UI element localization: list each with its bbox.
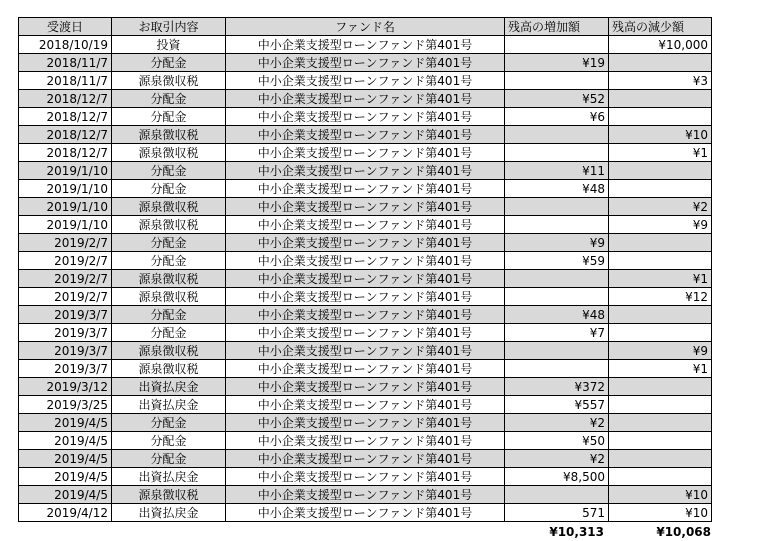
cell-type: 分配金 — [112, 90, 226, 108]
cell-type: 源泉徴収税 — [112, 144, 226, 162]
header-increase: 残高の増加額 — [505, 18, 609, 36]
cell-type: 分配金 — [112, 180, 226, 198]
header-row — [19, 18, 712, 36]
cell-date: 2018/12/7 — [19, 126, 112, 144]
cell-increase: ¥59 — [505, 252, 609, 270]
cell-fund: 中小企業支援型ローンファンド第401号 — [226, 288, 505, 306]
cell-type: 投資 — [112, 36, 226, 54]
cell-date: 2019/1/10 — [19, 162, 112, 180]
cell-decrease: ¥1 — [609, 360, 712, 378]
cell-date: 2019/4/5 — [19, 450, 112, 468]
cell-decrease: ¥3 — [609, 72, 712, 90]
cell-decrease — [609, 90, 712, 108]
table-row — [19, 450, 712, 468]
total-increase: ¥10,313 — [549, 525, 604, 539]
cell-increase — [505, 198, 609, 216]
cell-type: 分配金 — [112, 54, 226, 72]
cell-increase — [505, 342, 609, 360]
table-row — [19, 342, 712, 360]
table-row — [19, 360, 712, 378]
cell-date: 2019/4/5 — [19, 468, 112, 486]
cell-increase: ¥48 — [505, 180, 609, 198]
cell-fund: 中小企業支援型ローンファンド第401号 — [226, 144, 505, 162]
cell-date: 2019/4/5 — [19, 486, 112, 504]
cell-type: 源泉徴収税 — [112, 486, 226, 504]
cell-decrease — [609, 162, 712, 180]
cell-date: 2018/10/19 — [19, 36, 112, 54]
header-type: お取引内容 — [112, 18, 226, 36]
cell-type: 源泉徴収税 — [112, 216, 226, 234]
cell-fund: 中小企業支援型ローンファンド第401号 — [226, 360, 505, 378]
cell-fund: 中小企業支援型ローンファンド第401号 — [226, 468, 505, 486]
cell-increase: ¥2 — [505, 450, 609, 468]
table-row — [19, 324, 712, 342]
cell-decrease — [609, 54, 712, 72]
total-decrease: ¥10,068 — [656, 525, 711, 539]
cell-decrease: ¥1 — [609, 144, 712, 162]
table-row — [19, 486, 712, 504]
table-row — [19, 108, 712, 126]
cell-type: 源泉徴収税 — [112, 270, 226, 288]
cell-fund: 中小企業支援型ローンファンド第401号 — [226, 486, 505, 504]
cell-increase: ¥2 — [505, 414, 609, 432]
cell-fund: 中小企業支援型ローンファンド第401号 — [226, 414, 505, 432]
cell-increase — [505, 216, 609, 234]
cell-fund: 中小企業支援型ローンファンド第401号 — [226, 126, 505, 144]
cell-decrease — [609, 180, 712, 198]
cell-decrease — [609, 324, 712, 342]
table-row — [19, 90, 712, 108]
cell-date: 2019/4/5 — [19, 432, 112, 450]
cell-type: 分配金 — [112, 162, 226, 180]
cell-date: 2018/12/7 — [19, 108, 112, 126]
cell-decrease — [609, 306, 712, 324]
cell-decrease — [609, 108, 712, 126]
totals-row — [18, 525, 711, 541]
cell-fund: 中小企業支援型ローンファンド第401号 — [226, 252, 505, 270]
table-row — [19, 198, 712, 216]
table-row — [19, 468, 712, 486]
cell-fund: 中小企業支援型ローンファンド第401号 — [226, 450, 505, 468]
cell-increase: ¥9 — [505, 234, 609, 252]
cell-date: 2019/2/7 — [19, 252, 112, 270]
table-row — [19, 270, 712, 288]
cell-type: 源泉徴収税 — [112, 342, 226, 360]
cell-type: 分配金 — [112, 234, 226, 252]
cell-decrease — [609, 450, 712, 468]
cell-decrease: ¥1 — [609, 270, 712, 288]
cell-increase: ¥6 — [505, 108, 609, 126]
cell-date: 2019/3/25 — [19, 396, 112, 414]
cell-decrease — [609, 396, 712, 414]
table-row — [19, 72, 712, 90]
cell-decrease — [609, 252, 712, 270]
cell-type: 源泉徴収税 — [112, 288, 226, 306]
cell-decrease: ¥10 — [609, 486, 712, 504]
cell-increase: ¥8,500 — [505, 468, 609, 486]
cell-increase — [505, 360, 609, 378]
cell-increase: ¥7 — [505, 324, 609, 342]
transaction-table — [18, 17, 712, 522]
table-row — [19, 234, 712, 252]
table-row — [19, 378, 712, 396]
cell-decrease — [609, 378, 712, 396]
header-decrease: 残高の減少額 — [609, 18, 712, 36]
table-row — [19, 396, 712, 414]
cell-type: 分配金 — [112, 414, 226, 432]
cell-type: 出資払戻金 — [112, 378, 226, 396]
cell-increase: 571 — [505, 504, 609, 522]
cell-fund: 中小企業支援型ローンファンド第401号 — [226, 198, 505, 216]
cell-decrease — [609, 414, 712, 432]
cell-decrease: ¥2 — [609, 198, 712, 216]
cell-type: 源泉徴収税 — [112, 198, 226, 216]
table-row — [19, 306, 712, 324]
cell-type: 分配金 — [112, 432, 226, 450]
cell-fund: 中小企業支援型ローンファンド第401号 — [226, 108, 505, 126]
cell-type: 分配金 — [112, 252, 226, 270]
cell-date: 2019/1/10 — [19, 198, 112, 216]
cell-decrease — [609, 468, 712, 486]
cell-date: 2018/11/7 — [19, 54, 112, 72]
cell-type: 源泉徴収税 — [112, 360, 226, 378]
table-row — [19, 216, 712, 234]
cell-fund: 中小企業支援型ローンファンド第401号 — [226, 504, 505, 522]
cell-type: 源泉徴収税 — [112, 126, 226, 144]
cell-fund: 中小企業支援型ローンファンド第401号 — [226, 216, 505, 234]
cell-type: 分配金 — [112, 108, 226, 126]
cell-type: 分配金 — [112, 450, 226, 468]
table-row — [19, 144, 712, 162]
cell-fund: 中小企業支援型ローンファンド第401号 — [226, 180, 505, 198]
cell-decrease — [609, 432, 712, 450]
cell-increase — [505, 288, 609, 306]
cell-date: 2019/2/7 — [19, 288, 112, 306]
cell-type: 分配金 — [112, 306, 226, 324]
cell-increase: ¥11 — [505, 162, 609, 180]
cell-decrease: ¥10,000 — [609, 36, 712, 54]
table-row — [19, 36, 712, 54]
cell-type: 出資払戻金 — [112, 504, 226, 522]
cell-fund: 中小企業支援型ローンファンド第401号 — [226, 234, 505, 252]
cell-date: 2019/3/7 — [19, 360, 112, 378]
header-date: 受渡日 — [19, 18, 112, 36]
cell-date: 2019/4/5 — [19, 414, 112, 432]
cell-date: 2019/3/7 — [19, 324, 112, 342]
table-row — [19, 414, 712, 432]
table-row — [19, 252, 712, 270]
cell-decrease: ¥9 — [609, 342, 712, 360]
table-row — [19, 504, 712, 522]
cell-increase: ¥19 — [505, 54, 609, 72]
table-row — [19, 288, 712, 306]
cell-increase: ¥50 — [505, 432, 609, 450]
table-row — [19, 54, 712, 72]
cell-fund: 中小企業支援型ローンファンド第401号 — [226, 306, 505, 324]
cell-decrease: ¥12 — [609, 288, 712, 306]
cell-fund: 中小企業支援型ローンファンド第401号 — [226, 162, 505, 180]
cell-increase — [505, 36, 609, 54]
cell-fund: 中小企業支援型ローンファンド第401号 — [226, 36, 505, 54]
cell-fund: 中小企業支援型ローンファンド第401号 — [226, 324, 505, 342]
cell-fund: 中小企業支援型ローンファンド第401号 — [226, 378, 505, 396]
cell-date: 2019/1/10 — [19, 216, 112, 234]
cell-date: 2018/12/7 — [19, 144, 112, 162]
cell-decrease — [609, 234, 712, 252]
cell-date: 2019/2/7 — [19, 270, 112, 288]
cell-date: 2019/3/7 — [19, 342, 112, 360]
cell-increase — [505, 270, 609, 288]
cell-decrease: ¥9 — [609, 216, 712, 234]
cell-fund: 中小企業支援型ローンファンド第401号 — [226, 72, 505, 90]
cell-increase: ¥52 — [505, 90, 609, 108]
header-fund: ファンド名 — [226, 18, 505, 36]
table-row — [19, 162, 712, 180]
cell-type: 出資払戻金 — [112, 396, 226, 414]
cell-type: 源泉徴収税 — [112, 72, 226, 90]
cell-fund: 中小企業支援型ローンファンド第401号 — [226, 270, 505, 288]
cell-increase — [505, 486, 609, 504]
cell-date: 2019/3/12 — [19, 378, 112, 396]
cell-fund: 中小企業支援型ローンファンド第401号 — [226, 432, 505, 450]
cell-date: 2018/12/7 — [19, 90, 112, 108]
cell-date: 2019/1/10 — [19, 180, 112, 198]
cell-fund: 中小企業支援型ローンファンド第401号 — [226, 342, 505, 360]
cell-date: 2019/3/7 — [19, 306, 112, 324]
cell-date: 2019/4/12 — [19, 504, 112, 522]
cell-fund: 中小企業支援型ローンファンド第401号 — [226, 396, 505, 414]
cell-type: 分配金 — [112, 324, 226, 342]
table-row — [19, 126, 712, 144]
cell-fund: 中小企業支援型ローンファンド第401号 — [226, 90, 505, 108]
cell-increase — [505, 126, 609, 144]
cell-decrease: ¥10 — [609, 504, 712, 522]
cell-decrease: ¥10 — [609, 126, 712, 144]
table-row — [19, 432, 712, 450]
cell-increase — [505, 72, 609, 90]
table-row — [19, 180, 712, 198]
cell-date: 2019/2/7 — [19, 234, 112, 252]
cell-increase: ¥48 — [505, 306, 609, 324]
cell-increase: ¥557 — [505, 396, 609, 414]
cell-fund: 中小企業支援型ローンファンド第401号 — [226, 54, 505, 72]
cell-date: 2018/11/7 — [19, 72, 112, 90]
cell-type: 出資払戻金 — [112, 468, 226, 486]
cell-increase: ¥372 — [505, 378, 609, 396]
cell-increase — [505, 144, 609, 162]
